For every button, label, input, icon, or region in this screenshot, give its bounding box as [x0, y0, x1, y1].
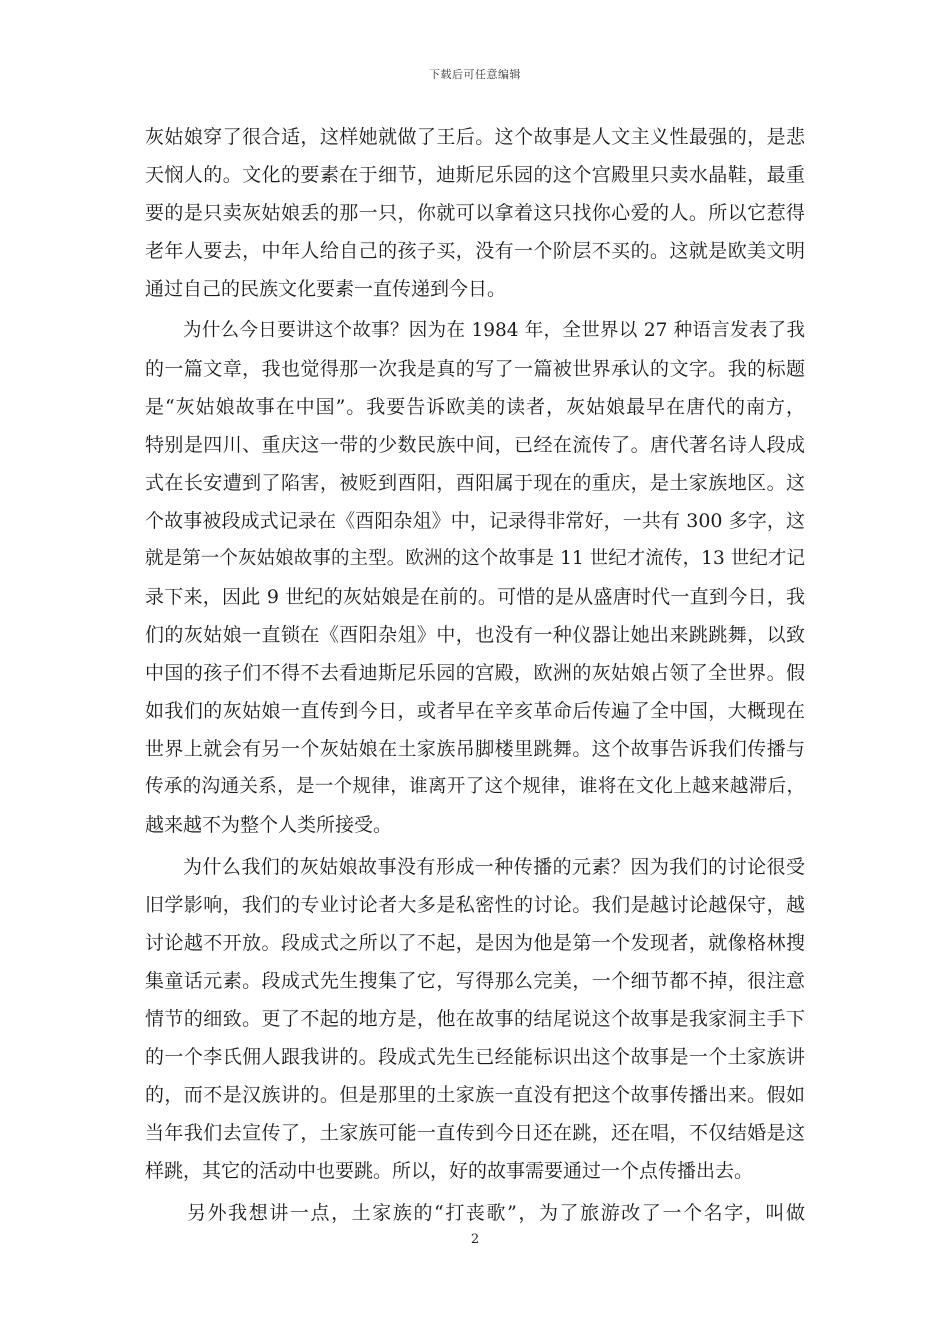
text-line: 的，而不是汉族讲的。但是那里的土家族一直没有把这个故事传播出来。假如: [145, 1084, 805, 1106]
text-line: 录下来，因此 9 世纪的灰姑娘是在前的。可惜的是从盛唐时代一直到今日，我: [145, 586, 805, 608]
text-line: 为什么今日要讲这个故事？因为在 1984 年，全世界以 27 种语言发表了我: [183, 320, 805, 341]
text-line: 集童话元素。段成式先生搜集了它，写得那么完美，一个细节都不掉，很注意: [145, 970, 805, 992]
text-line: 们的灰姑娘一直锁在《酉阳杂俎》中，也没有一种仪器让她出来跳跳舞，以致: [145, 624, 805, 646]
paragraph: [145, 312, 805, 844]
text-line: 特别是四川、重庆这一带的少数民族中间，已经在流传了。唐代著名诗人段成: [145, 434, 805, 456]
text-line: 老年人要去，中年人给自己的孩子买，没有一个阶层不买的。这就是欧美文明: [145, 240, 805, 262]
text-line: 当年我们去宣传了，土家族可能一直传到今日还在跳，还在唱，不仅结婚是这: [145, 1122, 805, 1144]
text-line: 如我们的灰姑娘一直传到今日，或者早在辛亥革命后传遍了全中国，大概现在: [145, 700, 805, 722]
text-line: 中国的孩子们不得不去看迪斯尼乐园的宫殿，欧洲的灰姑娘占领了全世界。假: [145, 662, 805, 684]
paragraph: [145, 848, 805, 1190]
text-line: 的一篇文章，我也觉得那一次我是真的写了一篇被世界承认的文字。我的标题: [145, 358, 805, 380]
text-line: 情节的细致。更了不起的地方是，他在故事的结尾说这个故事是我家洞主手下: [145, 1008, 805, 1030]
text-line: 传承的沟通关系，是一个规律，谁离开了这个规律，谁将在文化上越来越滞后，: [145, 776, 805, 797]
text-line: 为什么我们的灰姑娘故事没有形成一种传播的元素？因为我们的讨论很受: [183, 856, 805, 878]
text-line: 就是第一个灰姑娘故事的主型。欧洲的这个故事是 11 世纪才流传，13 世纪才记: [145, 548, 805, 569]
text-line: 越来越不为整个人类所接受。: [145, 814, 393, 836]
paragraph: [145, 118, 805, 308]
text-line: 天悯人的。文化的要素在于细节，迪斯尼乐园的这个宫殿里只卖水晶鞋，最重: [145, 164, 805, 186]
text-line: 世界上就会有另一个灰姑娘在土家族吊脚楼里跳舞。这个故事告诉我们传播与: [145, 738, 805, 760]
text-line: 个故事被段成式记录在《酉阳杂俎》中，记录得非常好，一共有 300 多字，这: [145, 510, 805, 532]
text-line: 样跳，其它的活动中也要跳。所以，好的故事需要通过一个点传播出去。: [145, 1160, 754, 1182]
text-line: 要的是只卖灰姑娘丢的那一只，你就可以拿着这只找你心爱的人。所以它惹得: [145, 202, 805, 224]
text-line: 讨论越不开放。段成式之所以了不起，是因为他是第一个发现者，就像格林搜: [145, 932, 805, 954]
page-number: 2: [470, 1232, 480, 1247]
text-line: 是“灰姑娘故事在中国”。我要告诉欧美的读者，灰姑娘最早在唐代的南方，: [145, 396, 805, 418]
text-line: 旧学影响，我们的专业讨论者大多是私密性的讨论。我们是越讨论越保守，越: [145, 894, 805, 916]
text-line: 的一个李氏佣人跟我讲的。段成式先生已经能标识出这个故事是一个土家族讲: [145, 1046, 805, 1068]
document-body: [145, 118, 805, 1232]
page-header: 下载后可任意编辑: [429, 68, 521, 81]
text-line: 灰姑娘穿了很合适，这样她就做了王后。这个故事是人文主义性最强的，是悲: [145, 126, 805, 148]
text-line: 另外我想讲一点，土家族的“打丧歌”，为了旅游改了一个名字，叫做: [187, 1202, 805, 1224]
paragraph: [145, 1194, 805, 1232]
text-line: 式在长安遭到了陷害，被贬到酉阳，酉阳属于现在的重庆，是土家族地区。这: [145, 472, 805, 494]
text-line: 通过自己的民族文化要素一直传递到今日。: [145, 278, 507, 300]
